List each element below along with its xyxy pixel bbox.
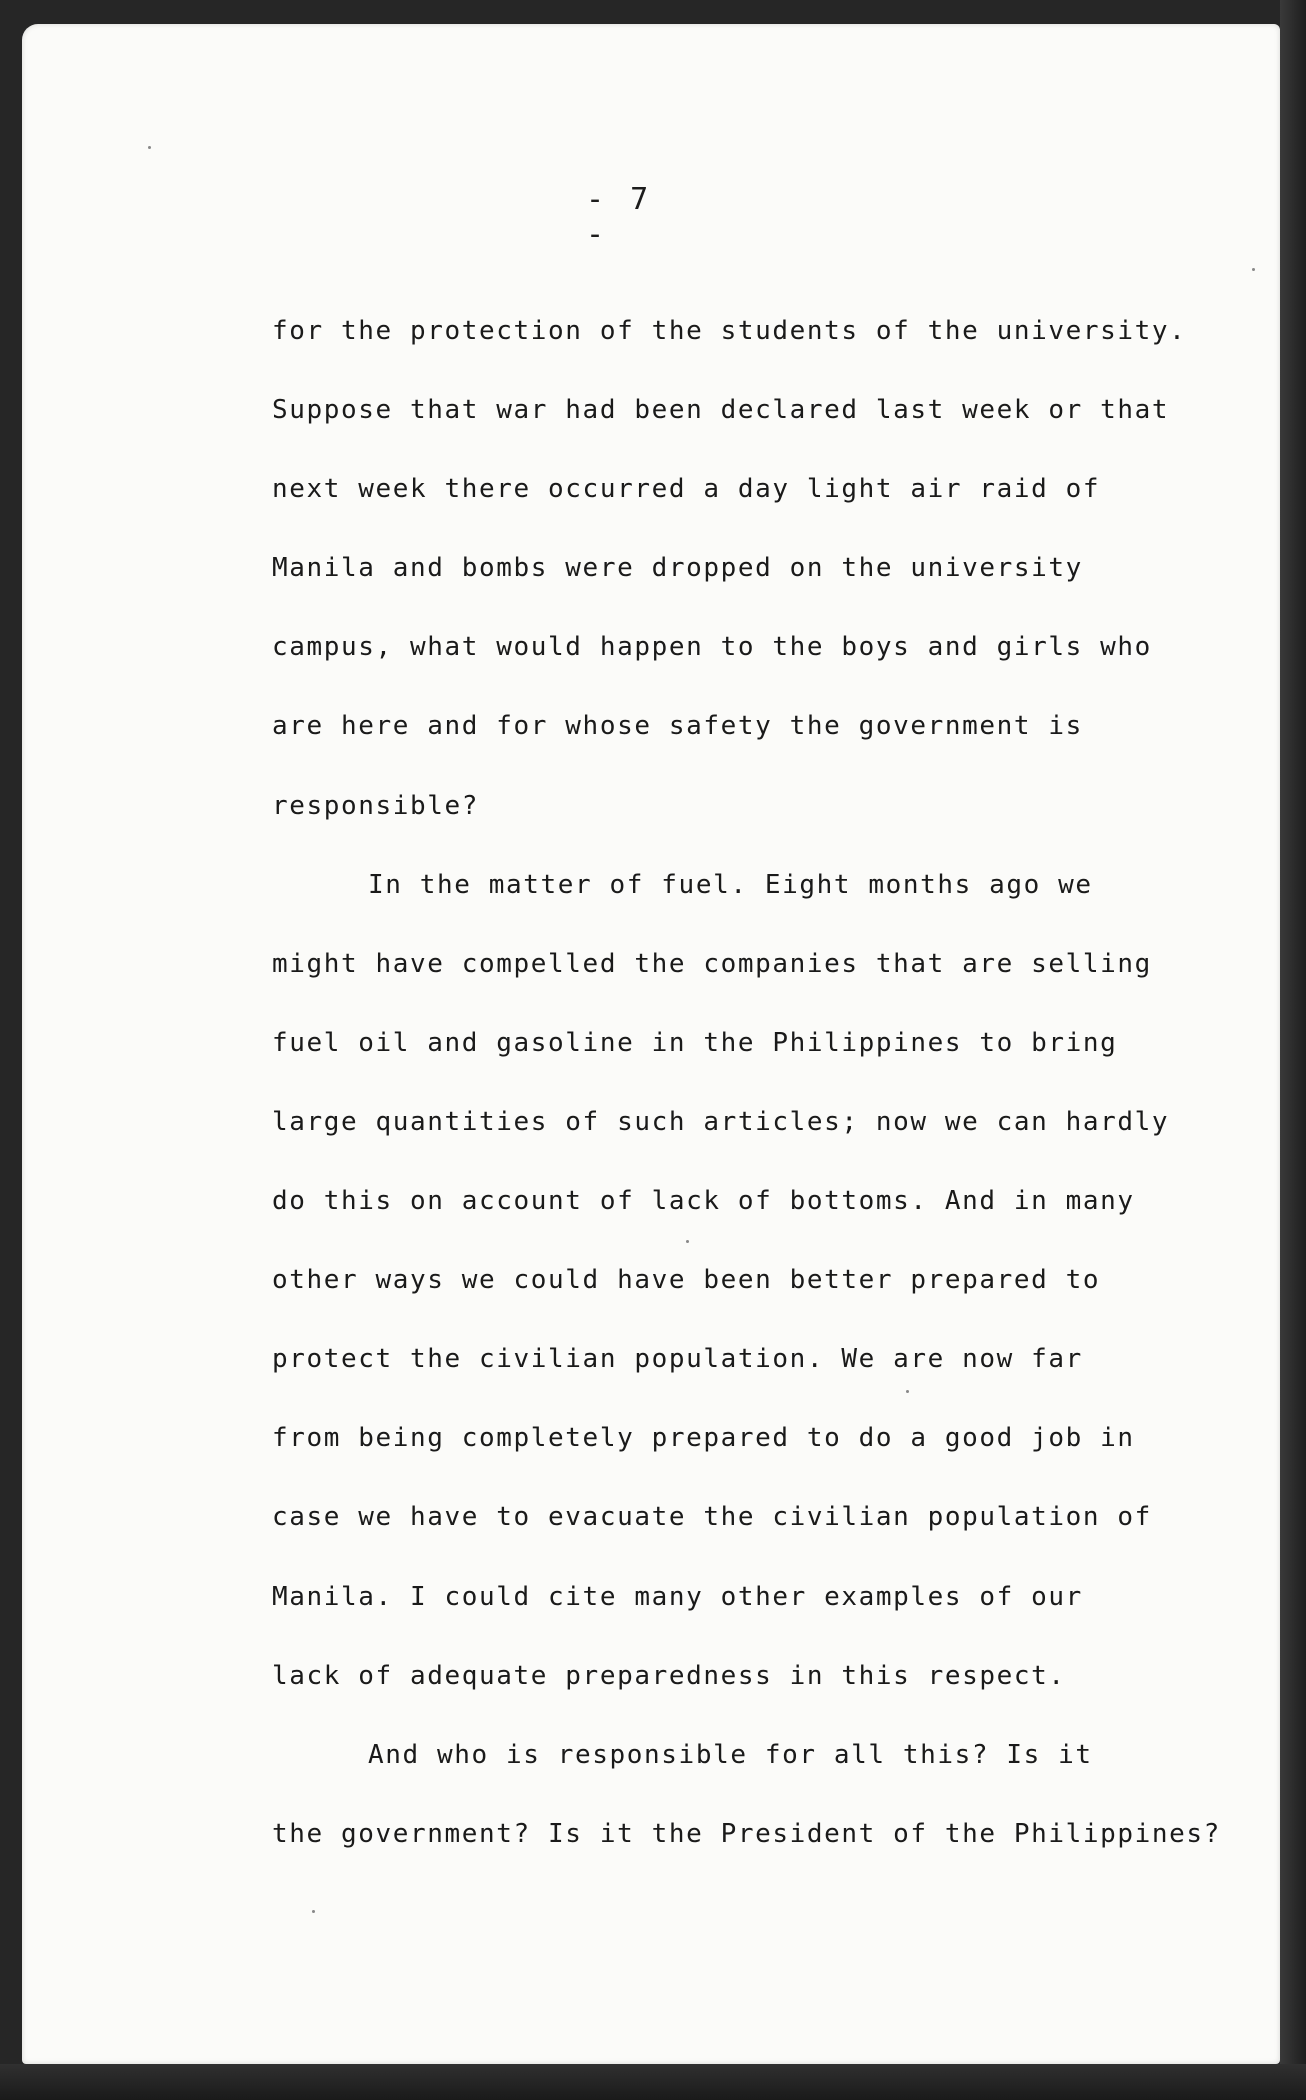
text-line: And who is responsible for all this? Is it (368, 1739, 1093, 1770)
page-number: - 7 - (586, 182, 653, 252)
text-line: are here and for whose safety the government is (272, 711, 1083, 742)
text-line: other ways we could have been better prepared to (272, 1265, 1101, 1296)
scan-edge-bottom (0, 2064, 1306, 2100)
text-line: protect the civilian population. We are now far (272, 1344, 1083, 1375)
text-line: campus, what would happen to the boys and girls who (272, 632, 1152, 663)
text-line: Manila and bombs were dropped on the university (272, 553, 1083, 584)
text-line: In the matter of fuel. Eight months ago we (368, 869, 1093, 900)
text-line: responsible? (272, 790, 480, 821)
text-line: next week there occurred a day light air raid of (272, 474, 1101, 505)
text-line: do this on account of lack of bottoms. And in many (272, 1186, 1135, 1217)
paper-speck (312, 1910, 315, 1913)
text-line: for the protection of the students of the university. (272, 316, 1187, 346)
paper-speck (1252, 268, 1255, 271)
scan-edge-right (1280, 0, 1306, 2100)
text-line: Suppose that war had been declared last week or that (272, 395, 1170, 426)
text-line: case we have to evacuate the civilian population of (272, 1502, 1152, 1533)
text-line: fuel oil and gasoline in the Philippines to bring (272, 1027, 1118, 1058)
text-line: large quantities of such articles; now we can hardly (272, 1106, 1170, 1137)
paper-speck (148, 146, 151, 149)
text-line: lack of adequate preparedness in this respect. (272, 1660, 1066, 1691)
text-line: might have compelled the companies that are selling (272, 948, 1152, 979)
text-line: the government? Is it the President of the Philippines? (272, 1818, 1221, 1849)
body-text (272, 306, 1221, 1888)
text-line: Manila. I could cite many other examples of our (272, 1581, 1083, 1612)
text-line: from being completely prepared to do a good job in (272, 1423, 1135, 1454)
